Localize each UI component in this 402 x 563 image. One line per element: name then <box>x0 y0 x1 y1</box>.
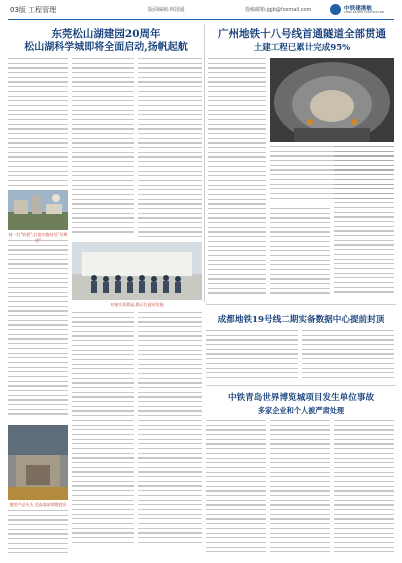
article-1-col1-text <box>8 58 68 188</box>
column-divider <box>204 24 205 302</box>
section-divider-2 <box>206 385 396 386</box>
photo-1-caption: 持一打"收机",打造实跑站设"早期 <box>8 232 68 237</box>
article-1-col3-text <box>138 58 202 240</box>
article-1-col1c-text <box>8 510 68 558</box>
article-1-photo-1 <box>8 190 68 230</box>
section-divider-1 <box>206 304 396 305</box>
article-3-col2-text <box>302 330 394 382</box>
article-1-photo-3 <box>8 425 68 500</box>
article-1-col2-text <box>72 58 134 238</box>
article-1-col1b-text <box>8 240 68 420</box>
submission-email: 投稿邮箱:jgjb@foxmail.com <box>245 7 312 13</box>
article-2-col2b-text <box>270 208 330 300</box>
article-2-tunnel-photo <box>270 58 394 142</box>
article-3-col1-text <box>206 330 298 382</box>
article-4-col1-text <box>206 420 266 558</box>
article-4-title: 中铁青岛世界博览城项目发生单位事故 <box>227 393 375 403</box>
article-4-col2-text <box>270 420 330 558</box>
header-rule <box>8 19 394 20</box>
article-2-col1-text <box>208 58 266 208</box>
logo-name: 中铁建港航 <box>344 6 372 12</box>
photo-3-caption: 地铁产品头头,毛高客前期建提出 <box>9 502 67 507</box>
article-1-col3b-text <box>138 312 202 557</box>
article-1-photo-2 <box>72 242 202 300</box>
logo-sub: CHINA RAILWAY CONSTRUCTION <box>344 11 385 14</box>
article-2-col1b-text <box>208 208 266 300</box>
article-2-subtitle: 土建工程已累计完成95% <box>253 43 351 53</box>
article-4-subtitle: 多家企业和个人被严肃处理 <box>257 406 345 415</box>
article-1-subtitle: 松山湖科学城即将全面启动,扬帆起航 <box>24 42 188 53</box>
article-3-title: 成都地铁19号线二期实备数据中心提前封顶 <box>217 315 385 325</box>
brand-logo <box>330 3 396 17</box>
editor-credit: 版面编辑:林国通 <box>148 7 185 13</box>
article-2-col3-text <box>334 146 394 300</box>
article-2-title: 广州地铁十八号线首通隧道全部贯通 <box>218 28 386 40</box>
page-header <box>0 0 402 20</box>
logo-mark-icon <box>330 4 341 15</box>
article-4-col3-text <box>334 420 394 558</box>
photo-2-caption: 对接实质群是,揭示打造站设施 <box>110 302 164 307</box>
article-1-col2b-text <box>72 312 134 557</box>
page-label: 03版 工程管理 <box>10 6 57 14</box>
article-1-title: 东莞松山湖建园20周年 <box>51 28 161 40</box>
